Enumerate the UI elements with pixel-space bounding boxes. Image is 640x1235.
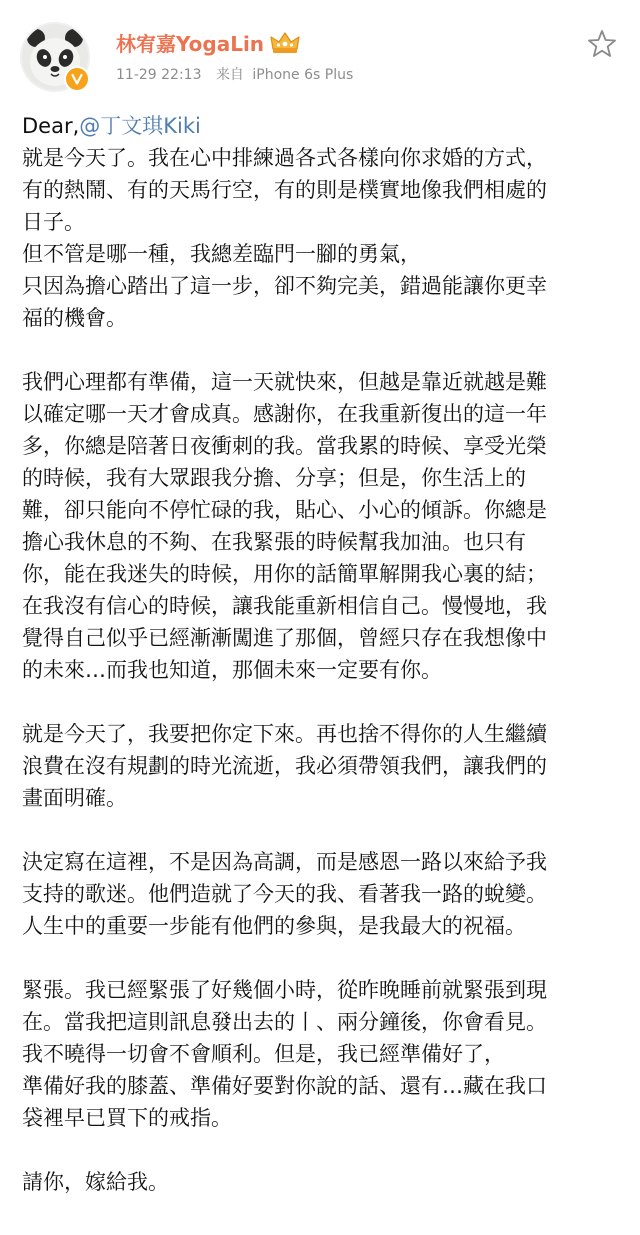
post-paragraph xyxy=(22,974,622,1134)
text-line: 覺得自己似乎已經漸漸闖進了那個，曾經只存在我想像中 xyxy=(22,626,547,650)
greeting-line xyxy=(22,110,622,142)
text-line: 多，你總是陪著日夜衝刺的我。當我累的時候、享受光榮 xyxy=(22,434,547,458)
text-line: 的未來…而我也知道，那個未來一定要有你。 xyxy=(22,658,442,682)
post-paragraphs xyxy=(22,142,622,1198)
mention-link[interactable]: @丁文琪Kiki xyxy=(79,114,201,138)
post-paragraph xyxy=(22,366,622,686)
post-paragraph xyxy=(22,1166,622,1198)
text-line: 的時候，我有大眾跟我分擔、分享；但是，你生活上的 xyxy=(22,466,526,490)
text-line: 但不管是哪一種，我總差臨門一腳的勇氣， xyxy=(22,242,421,266)
text-line: 袋裡早已買下的戒指。 xyxy=(22,1106,232,1130)
text-line: 日子。 xyxy=(22,210,85,234)
star-outline-icon xyxy=(586,28,618,60)
post-meta xyxy=(116,64,353,84)
text-line: 畫面明確。 xyxy=(22,786,127,810)
text-line: 緊張。我已經緊張了好幾個小時，從昨晚睡前就緊張到現 xyxy=(22,978,547,1002)
source-device[interactable]: iPhone 6s Plus xyxy=(252,67,354,83)
text-line: 在我沒有信心的時候，讓我能重新相信自己。慢慢地，我 xyxy=(22,594,547,618)
text-line: 福的機會。 xyxy=(22,306,127,330)
text-line: 決定寫在這裡，不是因為高調，而是感恩一路以來給予我 xyxy=(22,850,547,874)
username-row xyxy=(116,28,300,57)
post-paragraph xyxy=(22,718,622,814)
post-header xyxy=(0,0,640,100)
greeting-prefix: Dear, xyxy=(22,114,80,138)
text-line: 就是今天了。我在心中排練過各式各樣向你求婚的方式， xyxy=(22,146,547,170)
post-body xyxy=(22,110,622,1230)
text-line: 我們心理都有準備，這一天就快來，但越是靠近就越是難 xyxy=(22,370,547,394)
text-line: 請你，嫁給我。 xyxy=(22,1170,169,1194)
post-time: 11-29 22:13 xyxy=(116,67,202,83)
post-paragraph xyxy=(22,142,622,334)
greeting xyxy=(22,110,622,142)
username[interactable]: 林宥嘉YogaLin xyxy=(116,32,265,56)
text-line: 我不曉得一切會不會順利。但是，我已經準備好了， xyxy=(22,1042,505,1066)
text-line: 難，卻只能向不停忙碌的我，貼心、小心的傾訴。你總是 xyxy=(22,498,547,522)
favorite-button[interactable] xyxy=(586,28,618,60)
source-label: 来自 xyxy=(215,67,244,83)
text-line: 在。當我把這則訊息發出去的丨、兩分鐘後，你會看見。 xyxy=(22,1010,547,1034)
avatar[interactable] xyxy=(20,22,90,92)
text-line: 準備好我的膝蓋、準備好要對你說的話、還有…藏在我口 xyxy=(22,1074,547,1098)
text-line: 支持的歌迷。他們造就了今天的我、看著我一路的蛻變。 xyxy=(22,882,547,906)
text-line: 人生中的重要一步能有他們的參與，是我最大的祝福。 xyxy=(22,914,526,938)
text-line: 你，能在我迷失的時候，用你的話簡單解開我心裏的結； xyxy=(22,562,547,586)
verified-v-icon xyxy=(64,66,90,92)
text-line: 以確定哪一天才會成真。感謝你，在我重新復出的這一年 xyxy=(22,402,547,426)
text-line: 有的熱鬧、有的天馬行空，有的則是樸實地像我們相處的 xyxy=(22,178,547,202)
post-paragraph xyxy=(22,846,622,942)
text-line: 浪費在沒有規劃的時光流逝，我必須帶領我們，讓我們的 xyxy=(22,754,547,778)
text-line: 擔心我休息的不夠、在我緊張的時候幫我加油。也只有 xyxy=(22,530,526,554)
text-line: 就是今天了，我要把你定下來。再也捨不得你的人生繼續 xyxy=(22,722,547,746)
text-line: 只因為擔心踏出了這一步，卻不夠完美，錯過能讓你更幸 xyxy=(22,274,547,298)
crown-vip-icon[interactable] xyxy=(270,31,300,55)
